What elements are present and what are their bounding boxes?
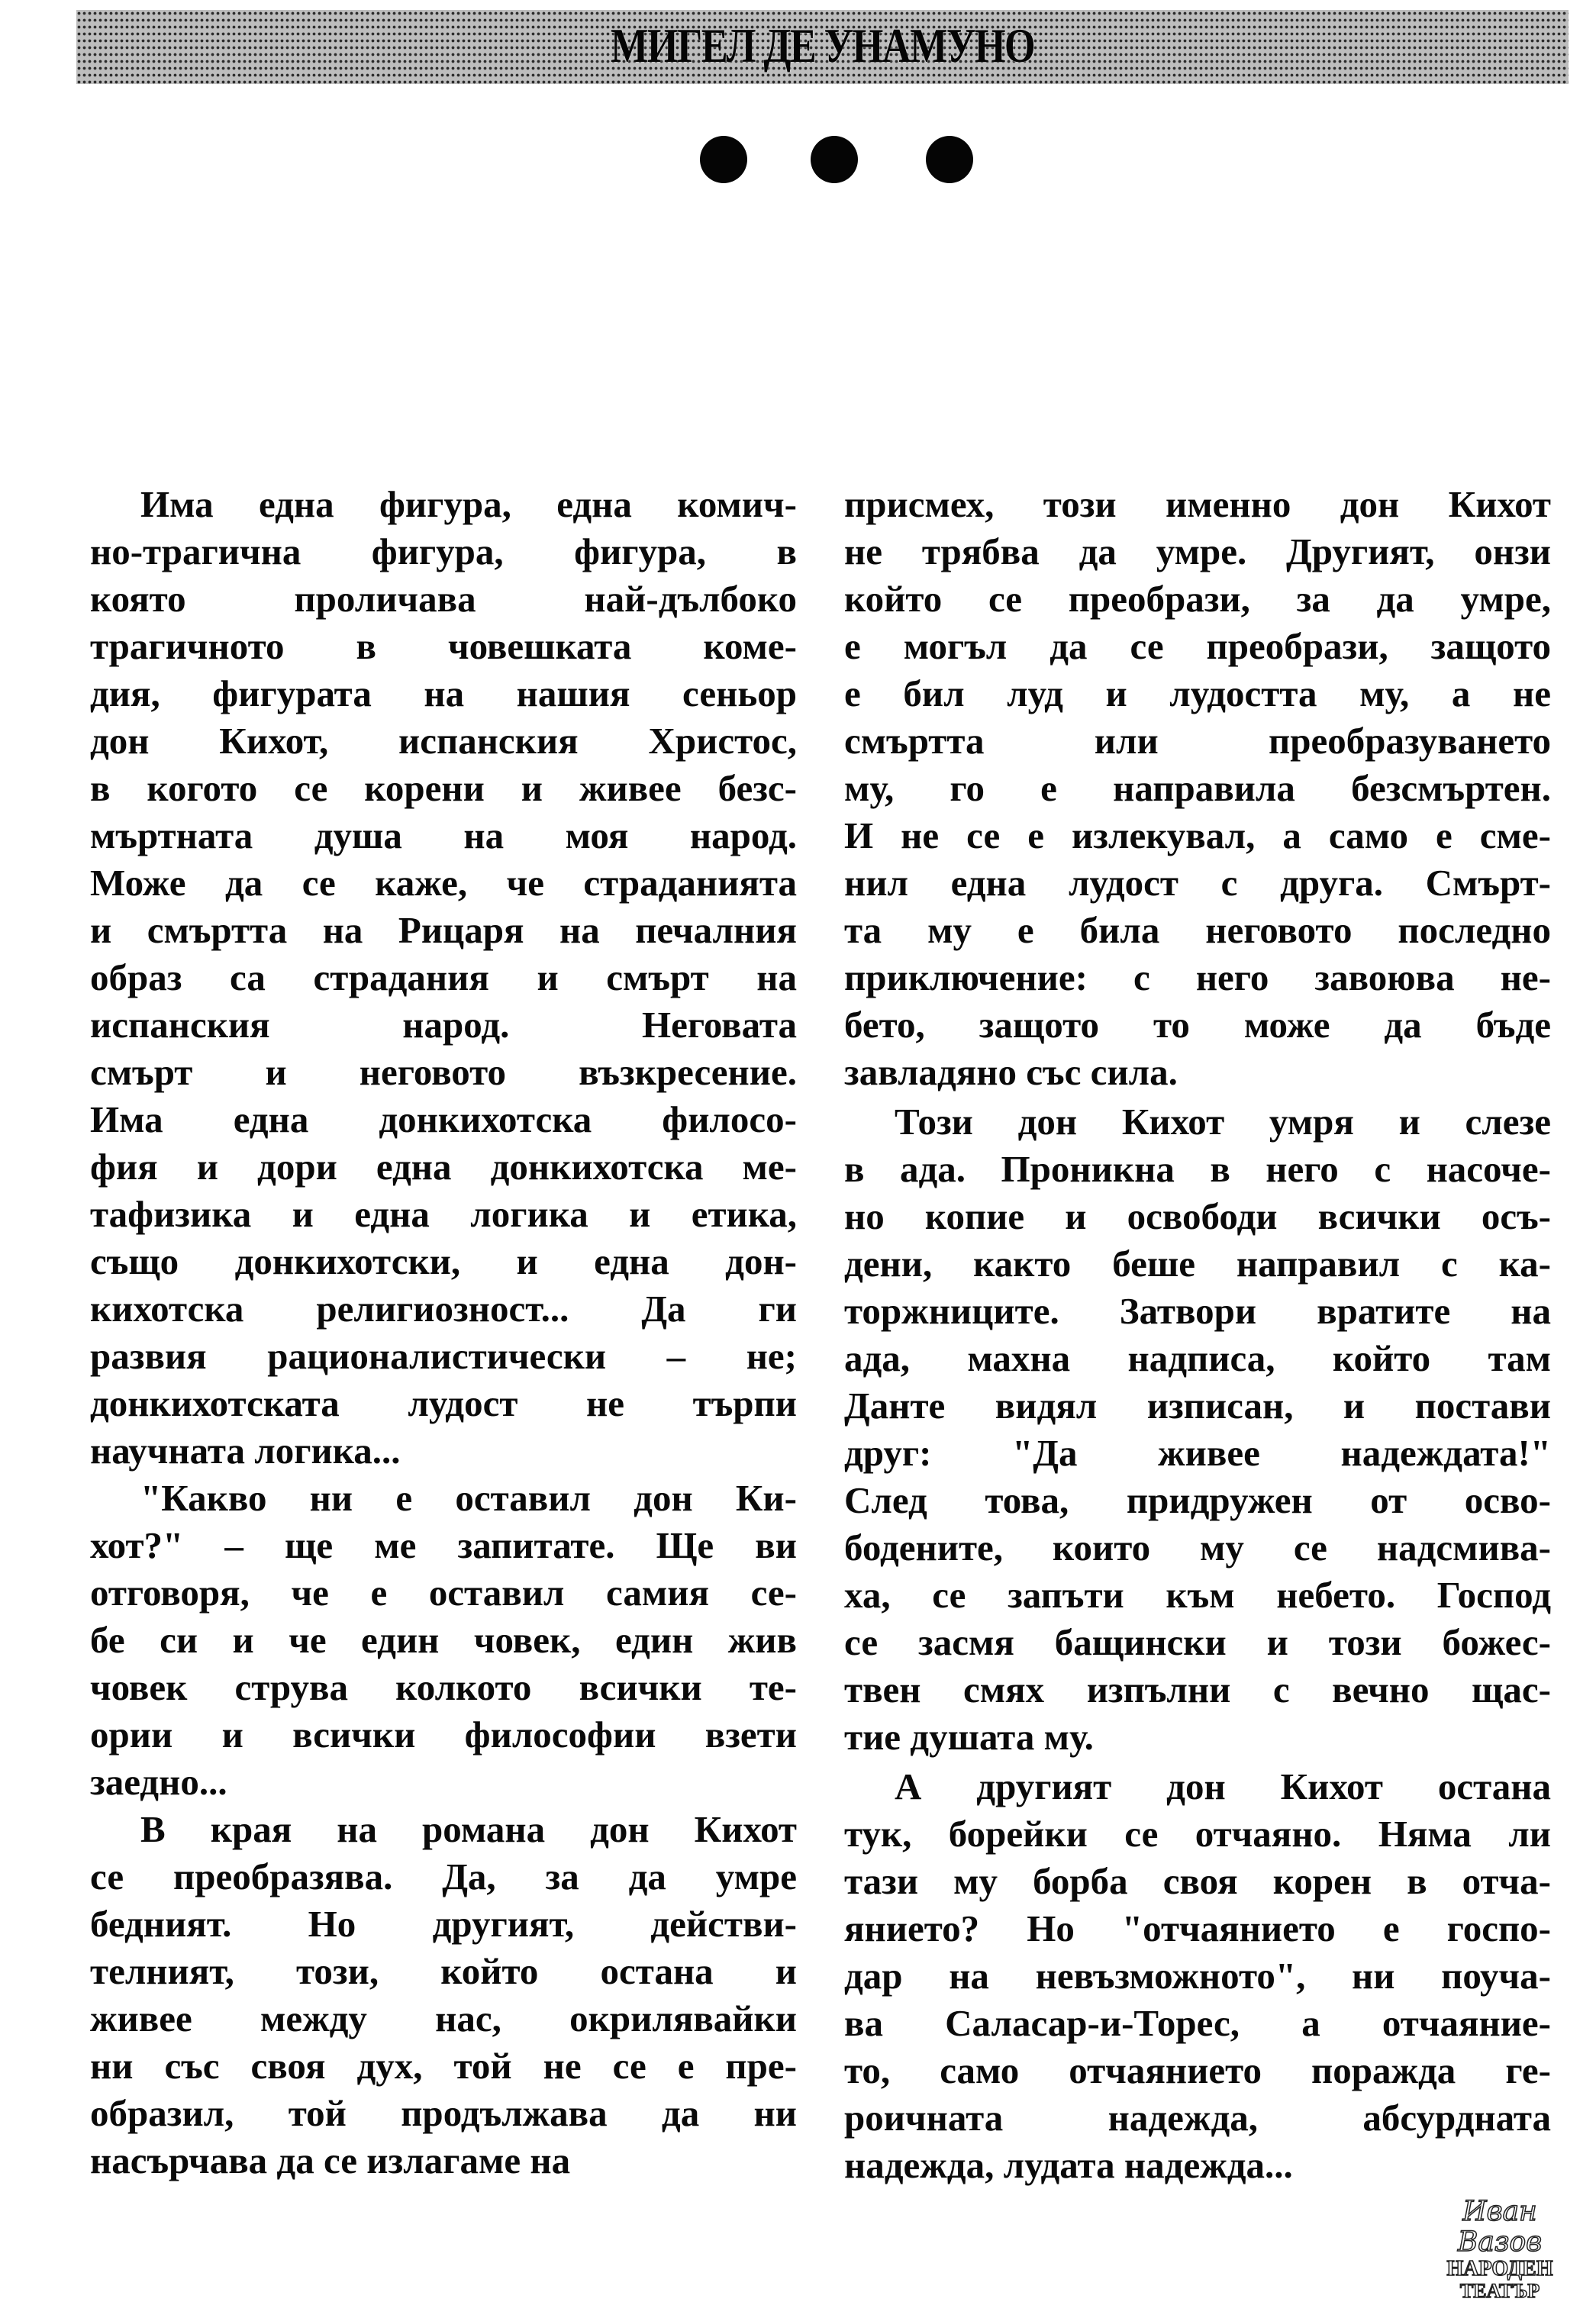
text-line: е могъл да се преобрази, защото <box>844 625 1551 667</box>
text-line: Този дон Кихот умря и слезе <box>895 1101 1551 1143</box>
text-line: заедно... <box>90 1761 227 1803</box>
text-line: дия, фигурата на нашия сеньор <box>90 672 797 714</box>
text-line: живее между нас, окрилявайки <box>90 1997 797 2039</box>
text-line: друг: "Да живее надеждата!" <box>844 1432 1551 1474</box>
text-line: човек струва колкото всички те- <box>90 1666 797 1708</box>
national-theatre-logo <box>1435 2196 1565 2302</box>
text-line: испанския народ. Неговата <box>90 1004 797 1046</box>
text-line: също донкихотски, и една дон- <box>90 1240 797 1282</box>
text-line: научната логика... <box>90 1430 401 1472</box>
text-line: След това, придружен от осво- <box>844 1479 1551 1521</box>
text-line: торжниците. Затвори вратите на <box>844 1290 1551 1332</box>
article-title: МИГЕЛ ДЕ УНАМУНО <box>610 18 1035 73</box>
text-line: е бил луд и лудостта му, а не <box>844 672 1551 714</box>
text-line: и смъртта на Рицаря на печалния <box>90 909 797 951</box>
text-line: смъртта или преобразуването <box>844 720 1551 762</box>
text-line: образил, той продължава да ни <box>90 2092 797 2134</box>
text-line: смърт и неговото възкресение. <box>90 1051 797 1093</box>
text-line: но копие и освободи всички осъ- <box>844 1195 1551 1237</box>
text-line: дар на невъзможното", ни поуча- <box>844 1955 1551 1997</box>
section-ornament <box>0 136 1596 183</box>
text-line: И не се е излекувал, а само е сме- <box>844 814 1551 856</box>
text-line: дени, както беше направил с ка- <box>844 1243 1551 1285</box>
text-line: роичната надежда, абсурдната <box>844 2097 1551 2139</box>
text-line: то, само отчаянието поражда ге- <box>844 2049 1551 2091</box>
ornament-dot <box>926 136 973 183</box>
text-line: тук, борейки се отчаяно. Няма ли <box>844 1813 1551 1855</box>
text-line: трагичното в човешката коме- <box>90 625 797 667</box>
text-line: не трябва да умре. Другият, онзи <box>844 530 1551 572</box>
header-band <box>76 10 1569 84</box>
text-line: ории и всички философии взети <box>90 1714 797 1756</box>
text-line: бе си и че един човек, един жив <box>90 1619 797 1661</box>
text-line: ни със своя дух, той не се е пре- <box>90 2045 797 2087</box>
text-line: му, го е направила безсмъртен. <box>844 767 1551 809</box>
text-line: тази му борба своя корен в отча- <box>844 1860 1551 1902</box>
text-line: Може да се каже, че страданията <box>90 862 797 904</box>
text-line: Данте видял изписан, и постави <box>844 1385 1551 1427</box>
text-line: та му е била неговото последно <box>844 909 1551 951</box>
text-line: мъртната душа на моя народ. <box>90 814 797 856</box>
text-line: телният, този, който остана и <box>90 1950 797 1992</box>
text-line: в ада. Проникна в него с насоче- <box>844 1148 1551 1190</box>
text-line: хот?" – ще ме запитате. Ще ви <box>90 1524 797 1566</box>
logo-line2: ТЕАТЪР <box>1459 2280 1540 2302</box>
text-line: присмех, този именно дон Кихот <box>844 483 1551 525</box>
text-line: нил една лудост с друга. Смърт- <box>844 862 1551 904</box>
text-line: бодените, които му се надсмива- <box>844 1527 1551 1569</box>
text-line: надежда, лудата надежда... <box>844 2144 1293 2186</box>
text-column-right <box>844 481 1551 2189</box>
text-line: завладяно със сила. <box>844 1051 1178 1093</box>
ornament-dot <box>811 136 858 183</box>
text-line: фия и дори една донкихотска ме- <box>90 1146 797 1188</box>
text-line: образ са страдания и смърт на <box>90 956 797 998</box>
text-line: която проличава най-дълбоко <box>90 578 797 620</box>
text-line: янието? Но "отчаянието е госпо- <box>844 1907 1551 1949</box>
text-line: ада, махна надписа, който там <box>844 1337 1551 1379</box>
text-line: твен смях изпълни с вечно щас- <box>844 1668 1551 1710</box>
text-line: но-трагична фигура, фигура, в <box>90 530 797 572</box>
text-line: тие душата му. <box>844 1716 1094 1758</box>
text-line: "Какво ни е оставил дон Ки- <box>140 1477 797 1519</box>
text-line: се засмя бащински и този божес- <box>844 1621 1551 1663</box>
text-line: ва Саласар-и-Торес, а отчаяние- <box>844 2002 1551 2044</box>
text-line: в когото се корени и живее безс- <box>90 767 797 809</box>
text-line: бето, защото то може да бъде <box>844 1004 1551 1046</box>
text-line: ха, се запъти към небето. Господ <box>844 1574 1551 1616</box>
text-line: В края на романа дон Кихот <box>140 1808 797 1850</box>
text-line: се преобразява. Да, за да умре <box>90 1855 797 1897</box>
logo-signature: Иван Вазов <box>1457 2196 1543 2258</box>
text-line: тафизика и една логика и етика, <box>90 1193 797 1235</box>
logo-line1: НАРОДЕН <box>1446 2257 1553 2281</box>
text-line: Има една донкихотска филосо- <box>90 1098 797 1140</box>
text-line: кихотска религиозност... Да ги <box>90 1288 797 1330</box>
text-line: насърчава да се излагаме на <box>90 2139 571 2181</box>
text-line: донкихотската лудост не търпи <box>90 1382 797 1424</box>
text-line: отговоря, че е оставил самия се- <box>90 1572 797 1614</box>
text-line: приключение: с него завоюва не- <box>844 956 1551 998</box>
ornament-dot <box>700 136 747 183</box>
text-column-left <box>90 481 797 2184</box>
text-line: дон Кихот, испанския Христос, <box>90 720 797 762</box>
text-line: А другият дон Кихот остана <box>895 1765 1551 1807</box>
text-line: бедният. Но другият, действи- <box>90 1903 797 1945</box>
text-line: развия рационалистически – не; <box>90 1335 797 1377</box>
text-line: Има една фигура, една комич- <box>140 483 797 525</box>
text-line: който се преобрази, за да умре, <box>844 578 1551 620</box>
